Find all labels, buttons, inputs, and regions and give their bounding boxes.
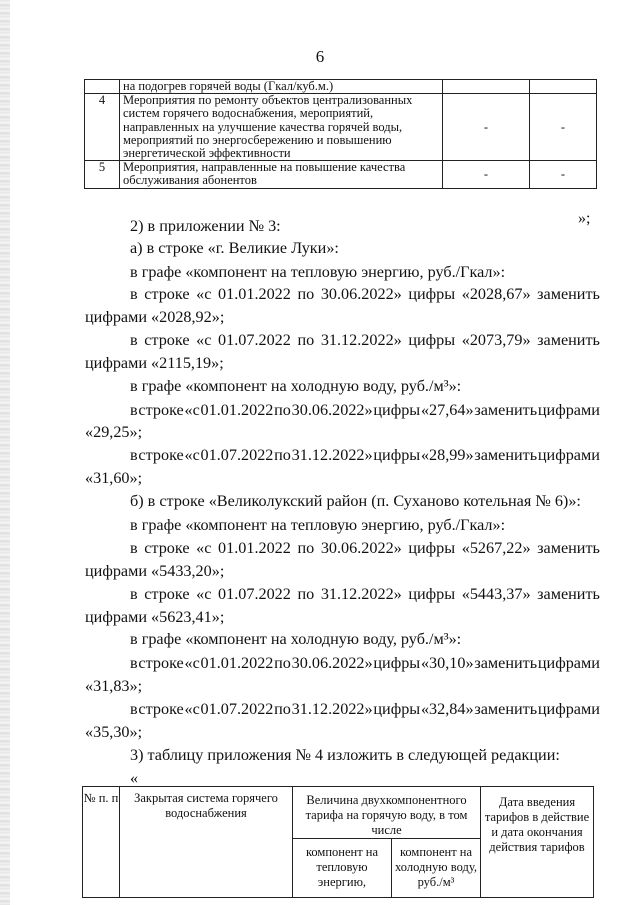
word: 31.12.2022» — [320, 331, 402, 349]
justified-line — [130, 538, 600, 558]
word: «с — [184, 446, 200, 464]
row-value: - — [530, 94, 597, 161]
word: 01.01.2022 — [200, 401, 274, 419]
word: 01.07.2022 — [218, 331, 291, 349]
text-line: в графе «компонент на тепловую энергию, руб./Гкал»: — [130, 516, 506, 534]
word: строке — [138, 654, 184, 672]
word: 01.07.2022 — [200, 700, 274, 718]
word: цифрами — [537, 401, 600, 419]
word: 31.12.2022» — [291, 446, 373, 464]
closing-quote: »; — [578, 210, 591, 227]
word: по — [297, 285, 315, 303]
row-number — [85, 80, 120, 94]
word: строке — [144, 331, 190, 349]
word: 01.07.2022 — [200, 446, 274, 464]
word: в — [130, 331, 138, 349]
text-line: в графе «компонент на холодную воду, руб./м³»: — [130, 630, 462, 648]
word: 31.12.2022» — [291, 700, 373, 718]
text-line: в графе «компонент на тепловую энергию, руб./Гкал»: — [130, 263, 506, 281]
text-line: цифрами «2028,92»; — [85, 308, 225, 326]
row-value: - — [443, 161, 530, 188]
row-description: Мероприятия по ремонту объектов централизованных систем горячего водоснабжения, мероприятий, направленных на улучшение качества горячей воды, мероприятий по энергосбережению и повышению энергетической эффективности — [120, 94, 443, 161]
word: «с — [184, 401, 200, 419]
word: строке — [138, 446, 184, 464]
row-number: 5 — [85, 161, 120, 188]
word: «с — [184, 700, 200, 718]
header-number: № п. п — [83, 787, 120, 898]
text-line: 2) в приложении № 3: — [130, 217, 281, 235]
word: цифры — [373, 700, 421, 718]
word: 30.06.2022» — [291, 654, 373, 672]
word: 30.06.2022» — [320, 539, 402, 557]
table-header-row — [83, 787, 594, 839]
word: по — [274, 700, 291, 718]
word: «с — [196, 331, 212, 349]
word: по — [297, 331, 315, 349]
word: заменить — [537, 539, 600, 557]
justified-line — [130, 445, 600, 465]
word: строке — [144, 285, 190, 303]
tariff-table-header — [82, 786, 594, 898]
word: цифрами — [537, 654, 600, 672]
word: «2028,67» — [461, 285, 531, 303]
word: строке — [138, 401, 184, 419]
table-row — [85, 161, 597, 188]
text-line: «31,83»; — [85, 677, 143, 695]
word: 01.01.2022 — [218, 539, 291, 557]
table-row — [85, 80, 597, 94]
text-line: 3) таблицу приложения № 4 изложить в следующей редакции: — [130, 746, 560, 764]
table-row — [85, 94, 597, 161]
header-heat-component: компонент на тепловую энергию, — [293, 839, 392, 898]
row-value — [530, 80, 597, 94]
word: «30,10» — [420, 654, 474, 672]
word: «с — [196, 285, 212, 303]
row-value: - — [530, 161, 597, 188]
row-value: - — [443, 94, 530, 161]
word: цифрами — [537, 700, 600, 718]
text-line: цифрами «2115,19»; — [85, 354, 224, 372]
word: по — [297, 539, 315, 557]
text-line: «31,60»; — [85, 469, 143, 487]
header-tariff: Величина двухкомпонентного тарифа на горячую воду, в том числе — [293, 787, 481, 839]
word: по — [274, 446, 291, 464]
word: заменить — [474, 700, 538, 718]
word: «32,84» — [420, 700, 474, 718]
word: цифры — [408, 585, 456, 603]
word: «28,99» — [420, 446, 474, 464]
header-dates: Дата введения тарифов в действие и дата окончания действия тарифов — [481, 787, 594, 898]
word: 01.01.2022 — [218, 285, 291, 303]
word: «5443,37» — [461, 585, 531, 603]
word: цифры — [408, 539, 456, 557]
word: заменить — [474, 654, 538, 672]
word: по — [297, 585, 315, 603]
page-number: 6 — [315, 47, 325, 66]
word: заменить — [474, 401, 538, 419]
text-line: в графе «компонент на холодную воду, руб./м³»: — [130, 377, 462, 395]
word: по — [274, 654, 291, 672]
word: строке — [144, 539, 190, 557]
word: заменить — [537, 285, 600, 303]
text-line: цифрами «5433,20»; — [85, 562, 225, 580]
word: в — [130, 700, 138, 718]
row-value — [443, 80, 530, 94]
word: строке — [144, 585, 190, 603]
word: цифры — [373, 401, 421, 419]
word: «2073,79» — [461, 331, 531, 349]
justified-line — [130, 653, 600, 673]
header-system: Закрытая система горячего водоснабжения — [120, 787, 293, 898]
word: заменить — [537, 585, 600, 603]
text-line: цифрами «5623,41»; — [85, 608, 225, 626]
word: в — [130, 654, 138, 672]
word: заменить — [474, 446, 538, 464]
justified-line — [130, 330, 600, 350]
word: 30.06.2022» — [291, 401, 373, 419]
header-cold-component: компонент на холодную воду, руб./м³ — [392, 839, 481, 898]
word: цифры — [373, 654, 421, 672]
word: в — [130, 539, 138, 557]
word: цифры — [408, 331, 456, 349]
text-line: а) в строке «г. Великие Луки»: — [130, 239, 339, 257]
word: цифрами — [537, 446, 600, 464]
word: 31.12.2022» — [320, 585, 402, 603]
text-line: « — [130, 769, 139, 787]
scan-left-edge — [0, 0, 10, 905]
row-description: на подогрев горячей воды (Гкал/куб.м.) — [120, 80, 443, 94]
measures-table — [84, 79, 597, 189]
row-number: 4 — [85, 94, 120, 161]
word: «5267,22» — [461, 539, 531, 557]
word: «27,64» — [420, 401, 474, 419]
justified-line — [130, 284, 600, 304]
word: в — [130, 285, 138, 303]
word: «с — [184, 654, 200, 672]
justified-line — [130, 699, 600, 719]
word: строке — [138, 700, 184, 718]
row-description: Мероприятия, направленные на повышение качества обслуживания абонентов — [120, 161, 443, 188]
text-line: б) в строке «Великолукский район (п. Суханово котельная № 6)»: — [130, 492, 581, 510]
justified-line — [130, 584, 600, 604]
word: 01.07.2022 — [218, 585, 291, 603]
word: в — [130, 401, 138, 419]
word: 30.06.2022» — [320, 285, 402, 303]
word: в — [130, 446, 138, 464]
word: заменить — [537, 331, 600, 349]
word: в — [130, 585, 138, 603]
word: цифры — [373, 446, 421, 464]
word: по — [274, 401, 291, 419]
justified-line — [130, 400, 600, 420]
word: «с — [196, 585, 212, 603]
text-line: «29,25»; — [85, 423, 143, 441]
word: 01.01.2022 — [200, 654, 274, 672]
word: «с — [196, 539, 212, 557]
text-line: «35,30»; — [85, 723, 143, 741]
word: цифры — [408, 285, 456, 303]
